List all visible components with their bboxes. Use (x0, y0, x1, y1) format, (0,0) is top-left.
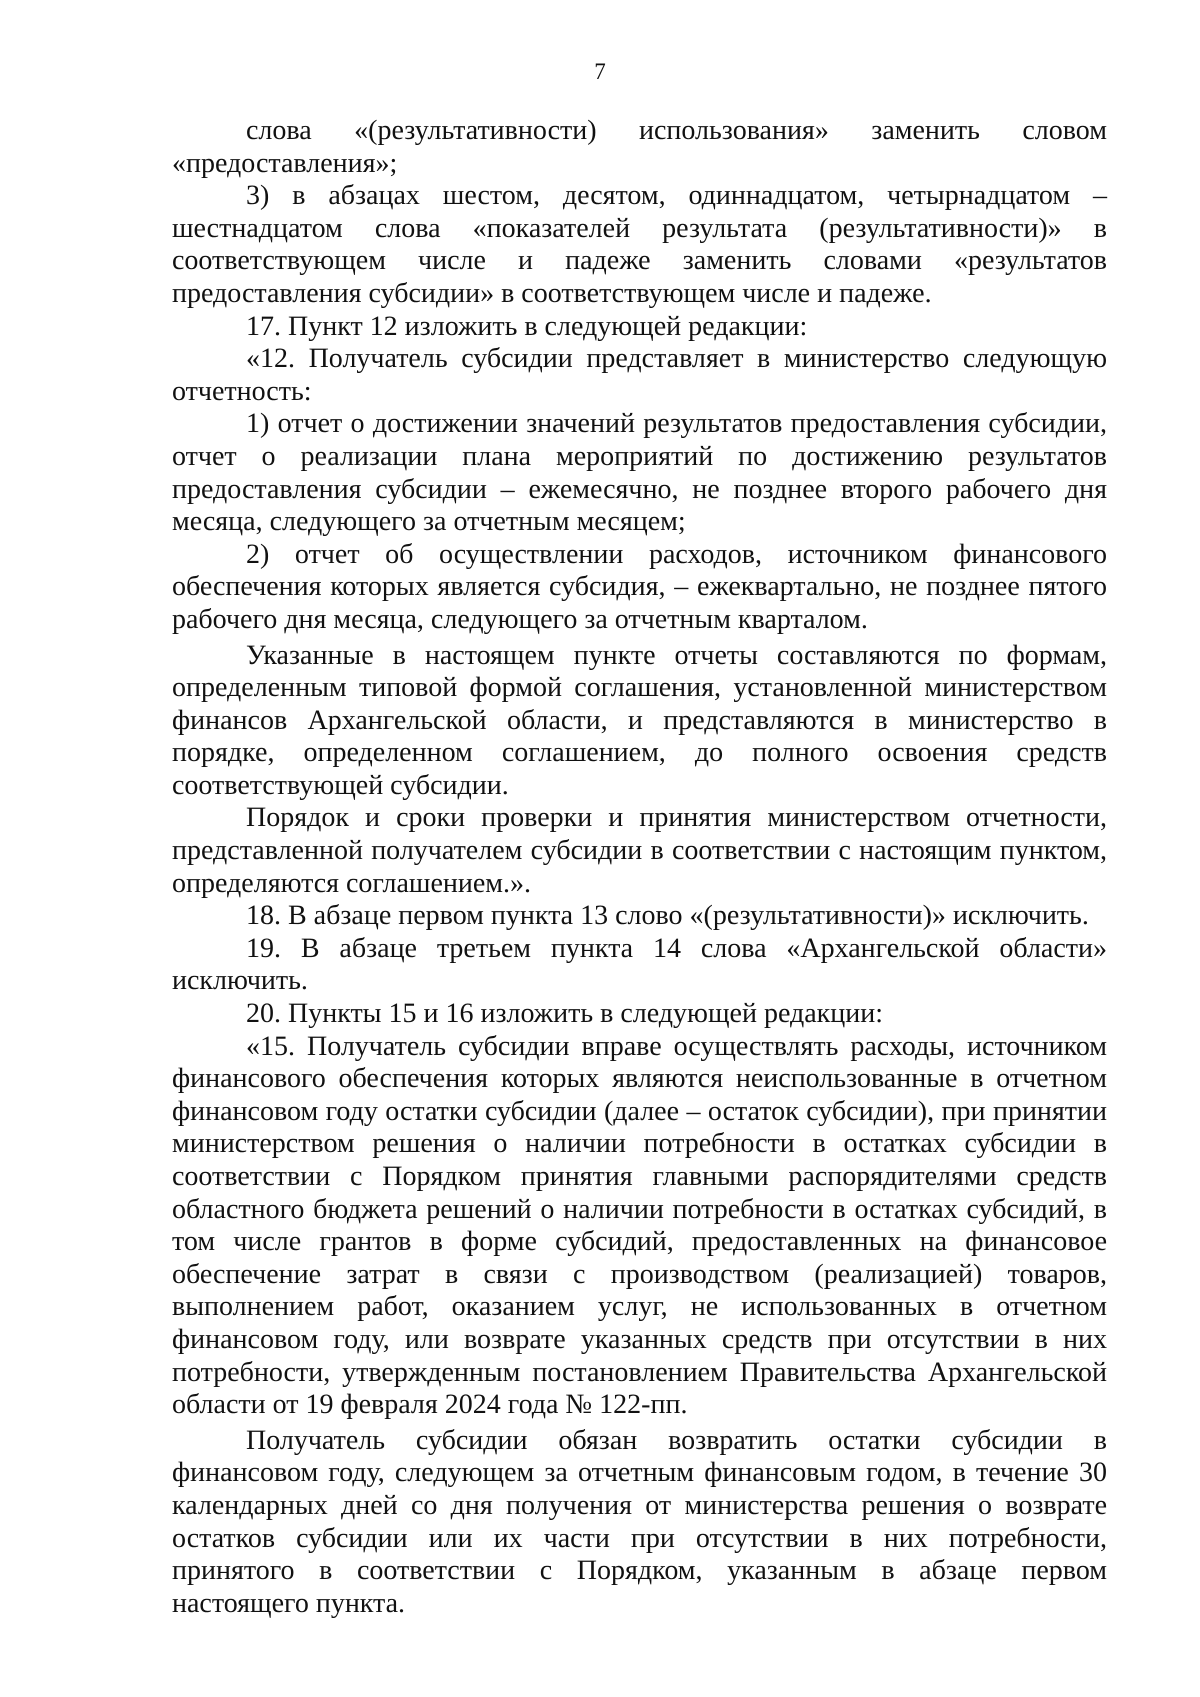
paragraph-12: «15. Получатель субсидии вправе осуществлять расходы, источником финансового обеспечения которых являются неиспользованные в отчетном финансовом году остатки субсидии (далее – остаток субсидии), при принятии министерством решения о наличии потребности в остатках субсидии в соответствии с Порядком принятия главными распорядителями средств областного бюджета решений о наличии потребности в остатках субсидий, в том числе грантов в форме субсидий, предоставленных на финансовое обеспечение затрат в связи с производством (реализацией) товаров, выполнением работ, оказанием услуг, не использованных в отчетном финансовом году, или возврате указанных средств при отсутствии в них потребности, утвержденным постановлением Правительства Архангельской области от 19 февраля 2024 года № 122-пп. (172, 1030, 1107, 1421)
page-number: 7 (594, 59, 606, 84)
paragraph-8: Порядок и сроки проверки и принятия министерством отчетности, представленной получателем субсидии в соответствии с настоящим пунктом, определяются соглашением.». (172, 802, 1107, 899)
paragraph-2: 3) в абзацах шестом, десятом, одиннадцатом, четырнадцатом – шестнадцатом слова «показателей результата (результативности)» в соответствующем числе и падеже заменить словами «результатов предоставления субсидии» в соответствующем числе и падеже. (172, 180, 1107, 309)
paragraph-5: 1) отчет о достижении значений результатов предоставления субсидии, отчет о реализации плана мероприятий по достижению результатов предоставления субсидии – ежемесячно, не позднее второго рабочего дня месяца, следующего за отчетным месяцем; (172, 408, 1107, 538)
paragraph-6: 2) отчет об осуществлении расходов, источником финансового обеспечения которых является субсидия, – ежеквартально, не позднее пятого рабочего дня месяца, следующего за отчетным кварталом. (172, 538, 1107, 635)
paragraph-10: 19. В абзаце третьем пункта 14 слова «Архангельской области» исключить. (172, 932, 1107, 997)
document-body (172, 115, 1107, 1620)
paragraph-9: 18. В абзаце первом пункта 13 слово «(результативности)» исключить. (246, 900, 1089, 932)
paragraph-1: слова «(результативности) использования» заменить словом «предоставления»; (172, 115, 1107, 179)
paragraph-7: Указанные в настоящем пункте отчеты составляются по формам, определенным типовой формой соглашения, установленной министерством финансов Архангельской области, и представляются в министерство в порядке, определенном соглашением, до полного освоения средств соответствующей субсидии. (172, 639, 1107, 801)
paragraph-3: 17. Пункт 12 изложить в следующей редакции: (246, 310, 808, 342)
paragraph-13: Получатель субсидии обязан возвратить остатки субсидии в финансовом году, следующем за отчетным финансовым годом, в течение 30 календарных дней со дня получения от министерства решения о возврате остатков субсидии или их части при отсутствии в них потребности, принятого в соответствии с Порядком, указанным в абзаце первом настоящего пункта. (172, 1424, 1107, 1619)
paragraph-4: «12. Получатель субсидии представляет в министерство следующую отчетность: (172, 343, 1107, 407)
paragraph-11: 20. Пункты 15 и 16 изложить в следующей редакции: (246, 998, 884, 1030)
